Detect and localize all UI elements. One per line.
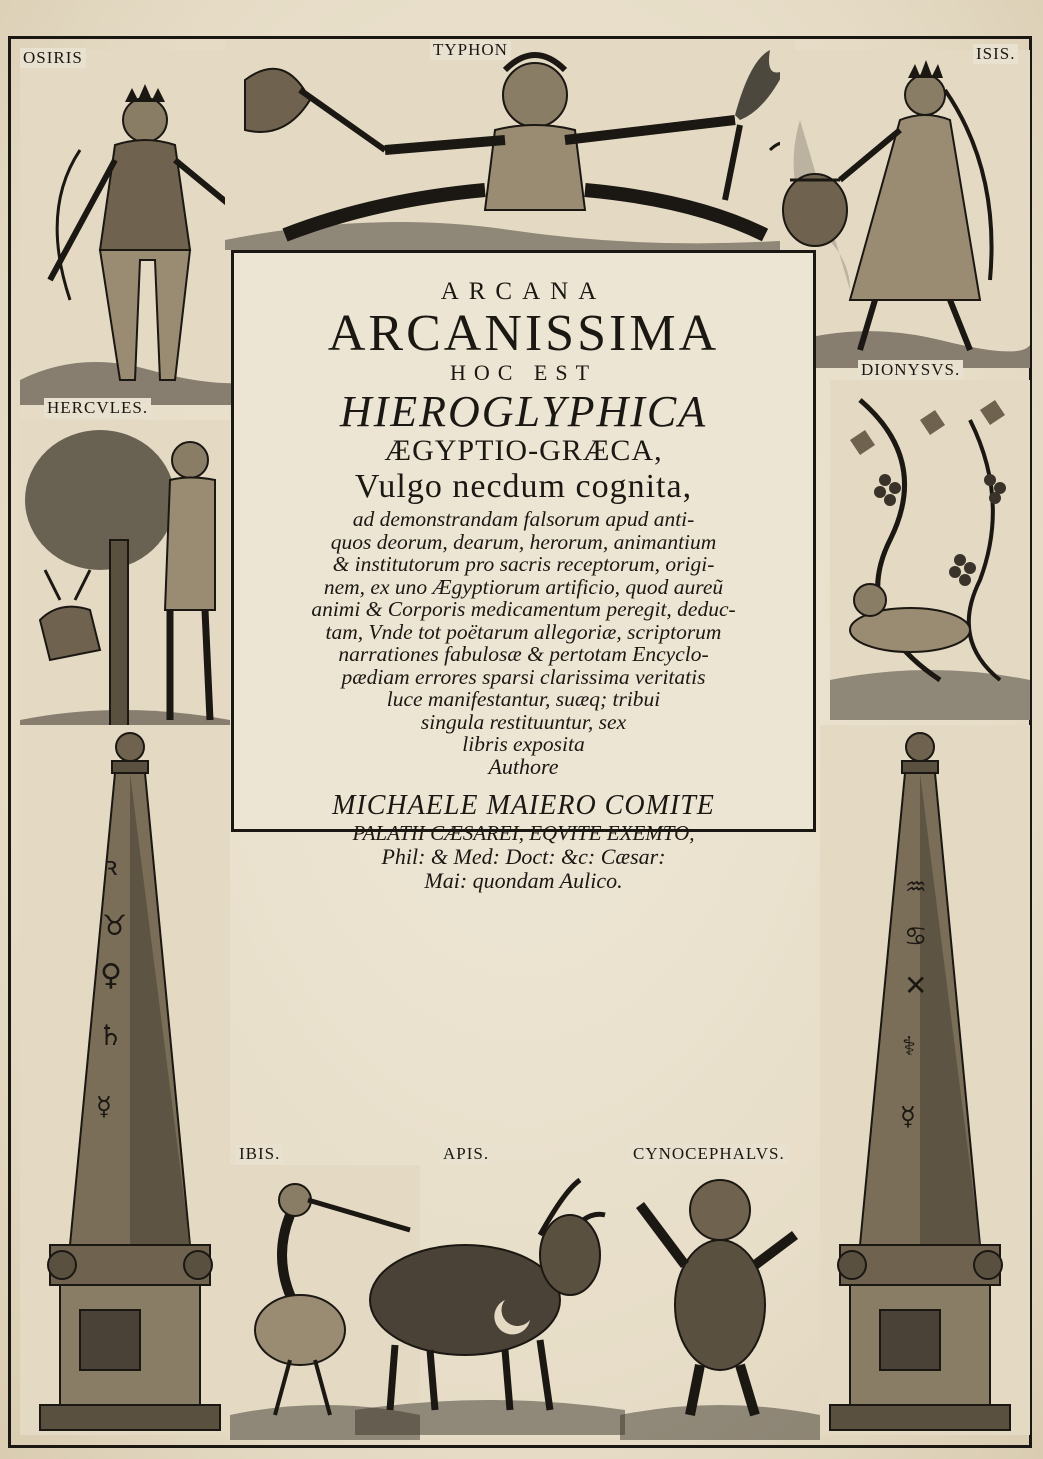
isis-figure <box>780 50 1030 368</box>
svg-text:⚕: ⚕ <box>902 1032 917 1062</box>
hercules-figure <box>20 420 230 750</box>
title-vulgo: Vulgo necdum cognita, <box>354 468 693 505</box>
description-line: libris exposita <box>462 732 585 756</box>
svg-text:♋: ♋ <box>904 922 928 952</box>
dionysus-figure <box>830 380 1030 720</box>
label-dionysus: DIONYSVS. <box>858 360 963 380</box>
title-hieroglyphica: HIEROGLYPHICA <box>339 387 708 436</box>
svg-text:✕: ✕ <box>904 969 928 1002</box>
svg-text:♒: ♒ <box>905 873 927 901</box>
description-line: animi & Corporis medicamentum peregit, deduc- <box>311 597 736 621</box>
label-typhon: TYPHON <box>430 40 511 60</box>
title-arcana: ARCANA <box>440 278 607 305</box>
label-apis: APIS. <box>440 1144 492 1164</box>
description-line: tam, Vnde tot poëtarum allegoriæ, scriptorum <box>325 619 722 644</box>
svg-text:ꝛ: ꝛ <box>105 852 118 882</box>
description-line: nem, ex uno Ægyptiorum artificio, quod aureũ <box>323 574 724 599</box>
label-osiris: OSIRIS <box>20 48 86 68</box>
description-line: & institutorum pro sacris receptorum, origi- <box>332 552 715 576</box>
author-name: MICHAELE MAIERO COMITE <box>332 790 715 821</box>
title-description <box>234 508 813 778</box>
label-ibis: IBIS. <box>236 1144 283 1164</box>
title-hoc-est: HOC EST <box>449 360 598 385</box>
description-line: luce manifestantur, suæq; tribui <box>386 687 661 711</box>
left-obelisk <box>20 725 230 1435</box>
description-line: ad demonstrandam falsorum apud anti- <box>352 507 695 531</box>
description-line: quos deorum, dearum, herorum, animantium <box>330 529 717 554</box>
label-cynocephalus: CYNOCEPHALVS. <box>630 1144 788 1164</box>
svg-text:♀: ♀ <box>100 958 122 993</box>
author-court: Mai: quondam Aulico. <box>424 868 623 893</box>
title-arcanissima: ARCANISSIMA <box>327 305 720 362</box>
description-line: singula restituuntur, sex <box>420 709 627 734</box>
svg-text:☿: ☿ <box>900 1102 916 1132</box>
cynocephalus-figure <box>620 1165 820 1440</box>
right-obelisk <box>820 725 1030 1435</box>
svg-text:♉: ♉ <box>102 909 128 942</box>
label-hercules: HERCVLES. <box>44 398 151 418</box>
description-line: pædiam errores sparsi clarissima veritatis <box>341 664 706 689</box>
label-isis: ISIS. <box>973 44 1018 64</box>
title-aegyptio-graeca: ÆGYPTIO-GRÆCA, <box>384 434 663 467</box>
svg-text:☿: ☿ <box>96 1092 112 1122</box>
typhon-figure <box>225 40 795 250</box>
title-panel <box>231 250 816 893</box>
svg-text:♄: ♄ <box>98 1019 124 1052</box>
description-line: narrationes fabulosæ & pertotam Encyclo- <box>338 642 709 666</box>
author-degree: Phil: & Med: Doct: &c: Cæsar: <box>381 844 666 869</box>
author-word: Authore <box>488 753 559 779</box>
apis-figure <box>355 1160 625 1435</box>
author-rank: PALATII CÆSAREI, EQVITE EXEMTO, <box>352 821 695 845</box>
